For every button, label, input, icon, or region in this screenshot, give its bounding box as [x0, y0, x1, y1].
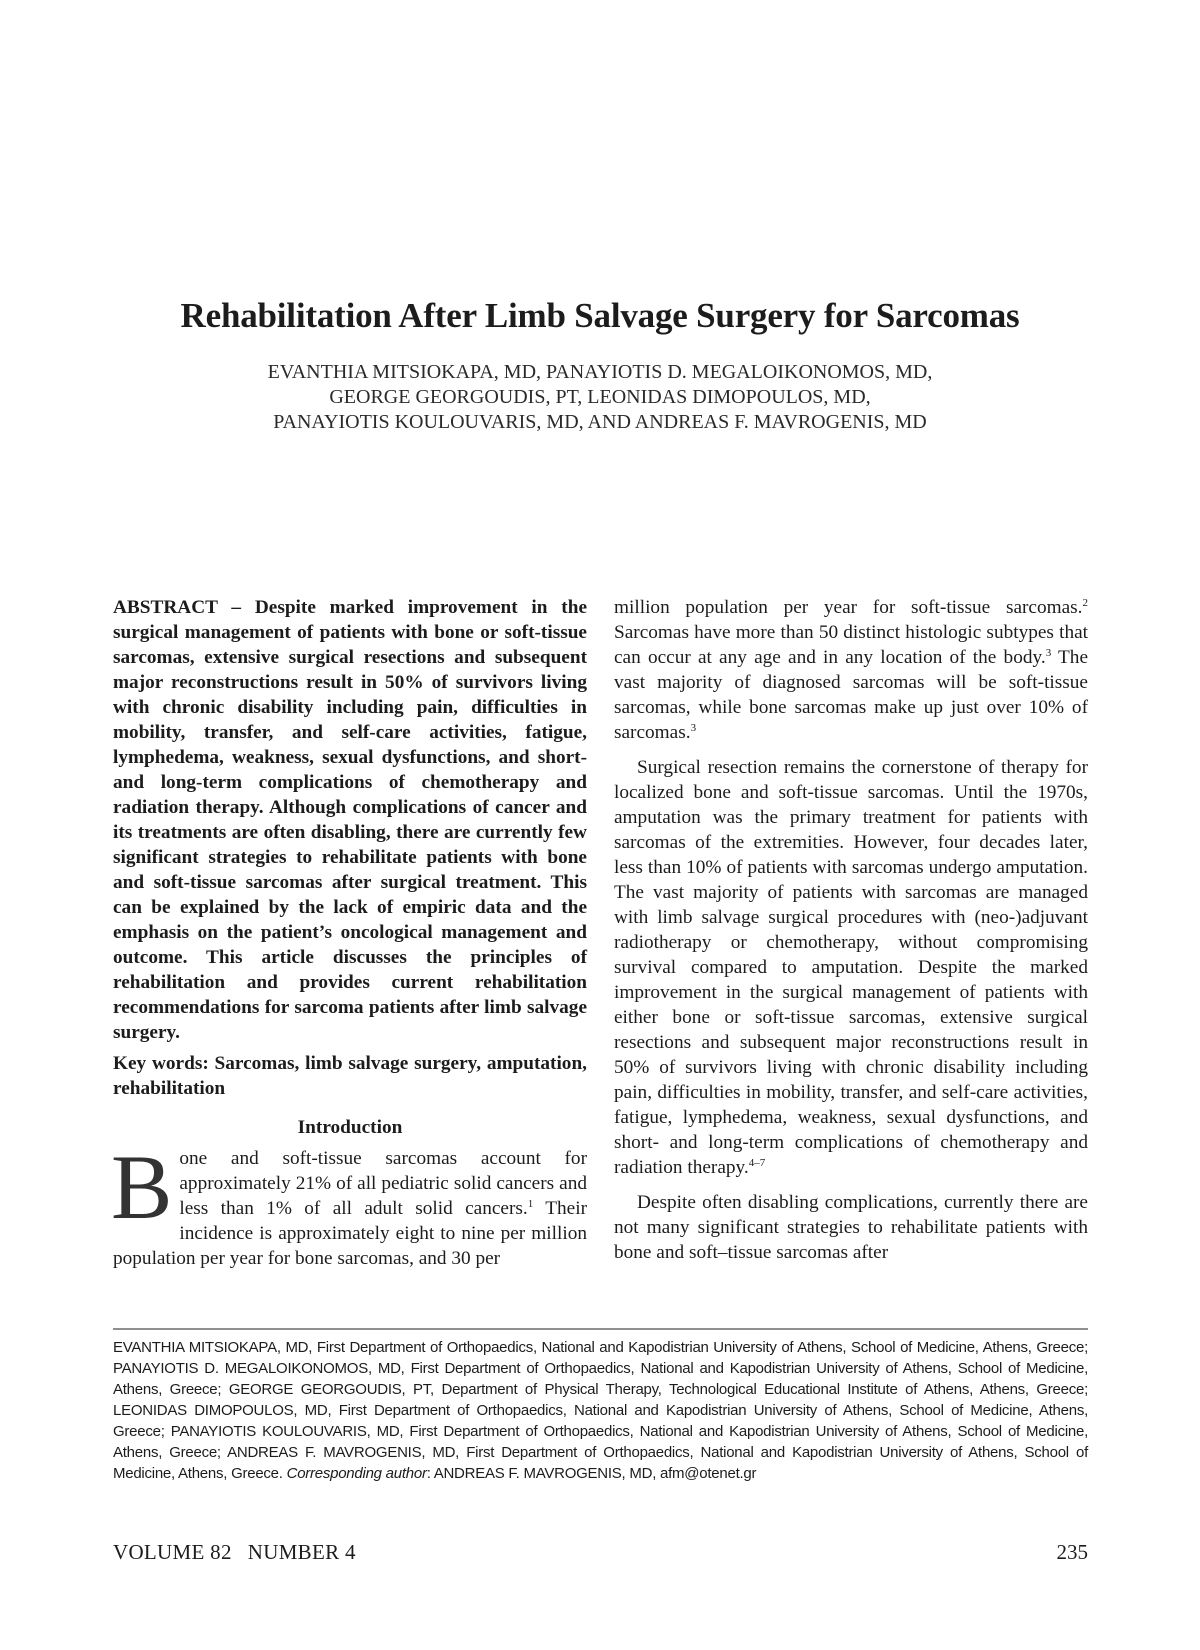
abstract: ABSTRACT – Despite marked improvement in the surgical management of patients with bone or soft-tissue sarcomas, extensive surgical resections and subsequent major reconstructions result in 50% of survivors living with chronic disability including pain, difficulties in mobility, transfer, and self-care activities, fatigue, lymphedema, weakness, sexual dysfunctions, and short- and long-term complications of chemotherapy and radiation therapy. Although complications of cancer and its treatments are often disabling, there are currently few significant strategies to rehabilitate patients with bone and soft-tissue sarcomas after surgical treatment. This can be explained by the lack of empiric data and the emphasis on the patient’s oncological management and outcome. This article discusses the principles of rehabilitation and provides current rehabilitation recommendations for sarcoma patients after limb salvage surgery. [113, 597, 587, 1043]
section-heading-introduction: Introduction [297, 1117, 403, 1138]
text-run: The vast majority of diagnosed sarcomas will be soft-tissue sarcomas, while bone sarcomas make up just over 10% of sarcomas. [614, 647, 1089, 743]
page-number: 235 [1056, 1540, 1088, 1564]
intro-text-a: one and soft-tissue sarcomas account for approximately 21% of all pediatric solid cancers and less than 1% of all adult solid cancers. [179, 1148, 587, 1219]
author-line: PANAYIOTIS KOULOUVARIS, MD, AND ANDREAS F. MAVROGENIS, MD [273, 411, 927, 433]
body-paragraph-3: Despite often disabling complications, currently there are not many significant strategies to rehabilitate patients with bone and soft–tissue sarcomas after [614, 1192, 1088, 1263]
author-affiliations [113, 1337, 1088, 1484]
left-column [113, 595, 587, 1271]
citation-ref: 2 [1082, 597, 1088, 609]
affiliations-text: EVANTHIA MITSIOKAPA, MD, First Department of Orthopaedics, National and Kapodistrian University of Athens, School of Medicine, Athens, Greece; PANAYIOTIS D. MEGALOIKONOMOS, MD, First Department of Orthopaedics, National and Kapodistrian University of Athens, School of Medicine, Athens, Greece; GEORGE GEORGOUDIS, PT, Department of Physical Therapy, Technological Educational Institute of Athens, Athens, Greece; LEONIDAS DIMOPOULOS, MD, First Department of Orthopaedics, National and Kapodistrian University of Athens, School of Medicine, Athens, Greece; PANAYIOTIS KOULOUVARIS, MD, First Department of Orthopaedics, National and Kapodistrian University of Athens, School of Medicine, Athens, Greece; ANDREAS F. MAVROGENIS, MD, First Department of Orthopaedics, National and Kapodistrian University of Athens, School of Medicine, Athens, Greece. [113, 1339, 1088, 1482]
keywords: Key words: Sarcomas, limb salvage surgery, amputation, rehabilitation [113, 1053, 587, 1099]
article-title: Rehabilitation After Limb Salvage Surgery for Sarcomas [180, 296, 1020, 335]
body-paragraph-1 [614, 595, 1088, 745]
citation-ref: 4–7 [748, 1157, 766, 1169]
text-run: million population per year for soft-tissue sarcomas. [614, 597, 1083, 618]
right-column [614, 595, 1088, 1265]
drop-cap: B [111, 1136, 173, 1238]
number-label: NUMBER 4 [247, 1540, 356, 1564]
author-line: GEORGE GEORGOUDIS, PT, LEONIDAS DIMOPOULOS, MD, [329, 386, 871, 408]
journal-issue [113, 1540, 356, 1565]
citation-ref: 3 [1045, 647, 1052, 659]
corresponding-author-text: : ANDREAS F. MAVROGENIS, MD, afm@otenet.gr [426, 1465, 757, 1482]
author-line: EVANTHIA MITSIOKAPA, MD, PANAYIOTIS D. MEGALOIKONOMOS, MD, [267, 361, 933, 383]
author-list [0, 360, 1200, 435]
body-paragraph-2 [614, 755, 1088, 1180]
intro-paragraph [111, 1136, 587, 1271]
text-run: Sarcomas have more than 50 distinct histologic subtypes that can occur at any age and in any location of the body. [614, 622, 1088, 668]
citation-ref: 1 [527, 1198, 534, 1210]
volume-label: VOLUME 82 [113, 1540, 232, 1564]
citation-ref: 3 [690, 722, 697, 734]
footnote-divider [113, 1328, 1088, 1330]
intro-text-b: Their incidence is approximately eight to nine per million population per year for bone sarcomas, and 30 per [113, 1198, 587, 1269]
corresponding-author-label: Corresponding author [286, 1465, 427, 1482]
text-run: Surgical resection remains the cornerstone of therapy for localized bone and soft-tissue sarcomas. Until the 1970s, amputation was the primary treatment for patients with sarcomas of the extremities. However, four decades later, less than 10% of patients with sarcomas undergo amputation. The vast majority of patients with sarcomas are managed with limb salvage surgical procedures with (neo-)adjuvant radiotherapy or chemotherapy, without compromising survival compared to amputation. Despite the marked improvement in the surgical management of patients with either bone or soft-tissue sarcomas, extensive surgical resections and subsequent major reconstructions result in 50% of survivors living with chronic disability including pain, difficulties in mobility, transfer, and self-care activities, fatigue, lymphedema, weakness, sexual dysfunctions, and short- and long-term complications of chemotherapy and radiation therapy. [614, 757, 1088, 1178]
